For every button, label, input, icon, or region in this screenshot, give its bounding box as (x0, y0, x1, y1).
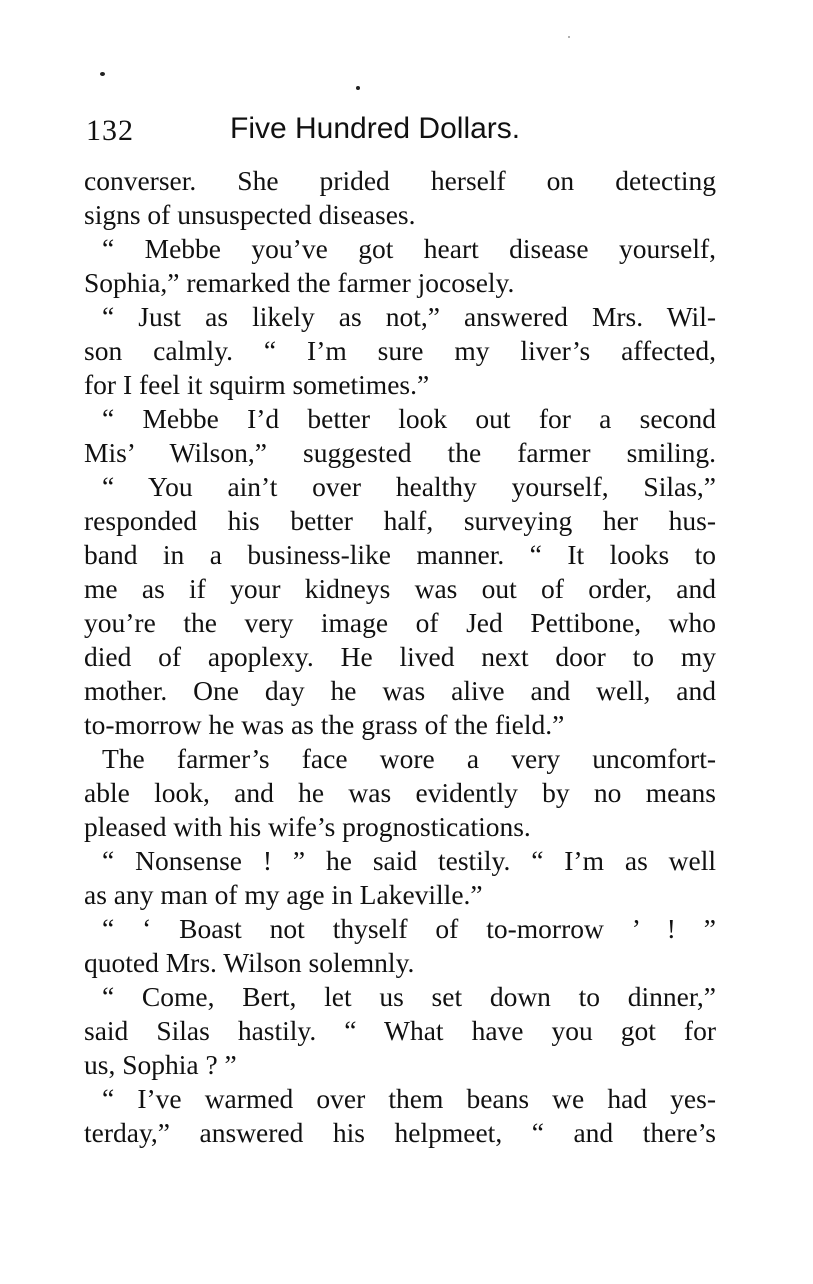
text-line: able look, and he was evidently by no means (84, 777, 716, 808)
text-line: “ Mebbe you’ve got heart disease yourself, (102, 233, 716, 264)
body-text (84, 164, 716, 1150)
print-speck (568, 36, 570, 38)
text-line: responded his better half, surveying her hus- (84, 505, 716, 536)
text-line: as any man of my age in Lakeville.” (84, 879, 483, 910)
page-header (86, 108, 726, 156)
text-line: “ Just as likely as not,” answered Mrs. Wil- (102, 301, 716, 332)
text-line: said Silas hastily. “ What have you got for (84, 1015, 716, 1046)
running-title: Five Hundred Dollars. (230, 112, 521, 145)
text-line: “ You ain’t over healthy yourself, Silas,” (102, 471, 716, 502)
text-line: for I feel it squirm sometimes.” (84, 369, 430, 400)
text-line: us, Sophia ? ” (84, 1049, 237, 1080)
text-line: quoted Mrs. Wilson solemnly. (84, 947, 415, 978)
text-line: signs of unsuspected diseases. (84, 199, 416, 230)
text-line: pleased with his wife’s prognostications. (84, 811, 531, 842)
text-line: band in a business-like manner. “ It looks to (84, 539, 716, 570)
text-line: mother. One day he was alive and well, and (84, 675, 716, 706)
text-line: “ Mebbe I’d better look out for a second (102, 403, 716, 434)
print-speck (356, 86, 360, 90)
text-line: you’re the very image of Jed Pettibone, who (84, 607, 716, 638)
text-line: me as if your kidneys was out of order, and (84, 573, 716, 604)
text-line: converser. She prided herself on detecting (84, 165, 716, 196)
text-line: The farmer’s face wore a very uncomfort- (102, 743, 716, 774)
text-line: died of apoplexy. He lived next door to my (84, 641, 716, 672)
text-line: “ I’ve warmed over them beans we had yes- (102, 1083, 716, 1114)
print-speck (100, 72, 105, 76)
text-line: to-morrow he was as the grass of the field.” (84, 709, 565, 740)
text-line: son calmly. “ I’m sure my liver’s affected, (84, 335, 716, 366)
text-line: Sophia,” remarked the farmer jocosely. (84, 267, 515, 298)
text-line: Mis’ Wilson,” suggested the farmer smiling. (84, 437, 716, 468)
text-line: “ ‘ Boast not thyself of to-morrow ’ ! ” (102, 913, 716, 944)
page-number: 132 (86, 114, 134, 147)
text-line: “ Come, Bert, let us set down to dinner,” (102, 981, 716, 1012)
text-line: “ Nonsense ! ” he said testily. “ I’m as well (102, 845, 716, 876)
text-line: terday,” answered his helpmeet, “ and there’s (84, 1117, 716, 1148)
